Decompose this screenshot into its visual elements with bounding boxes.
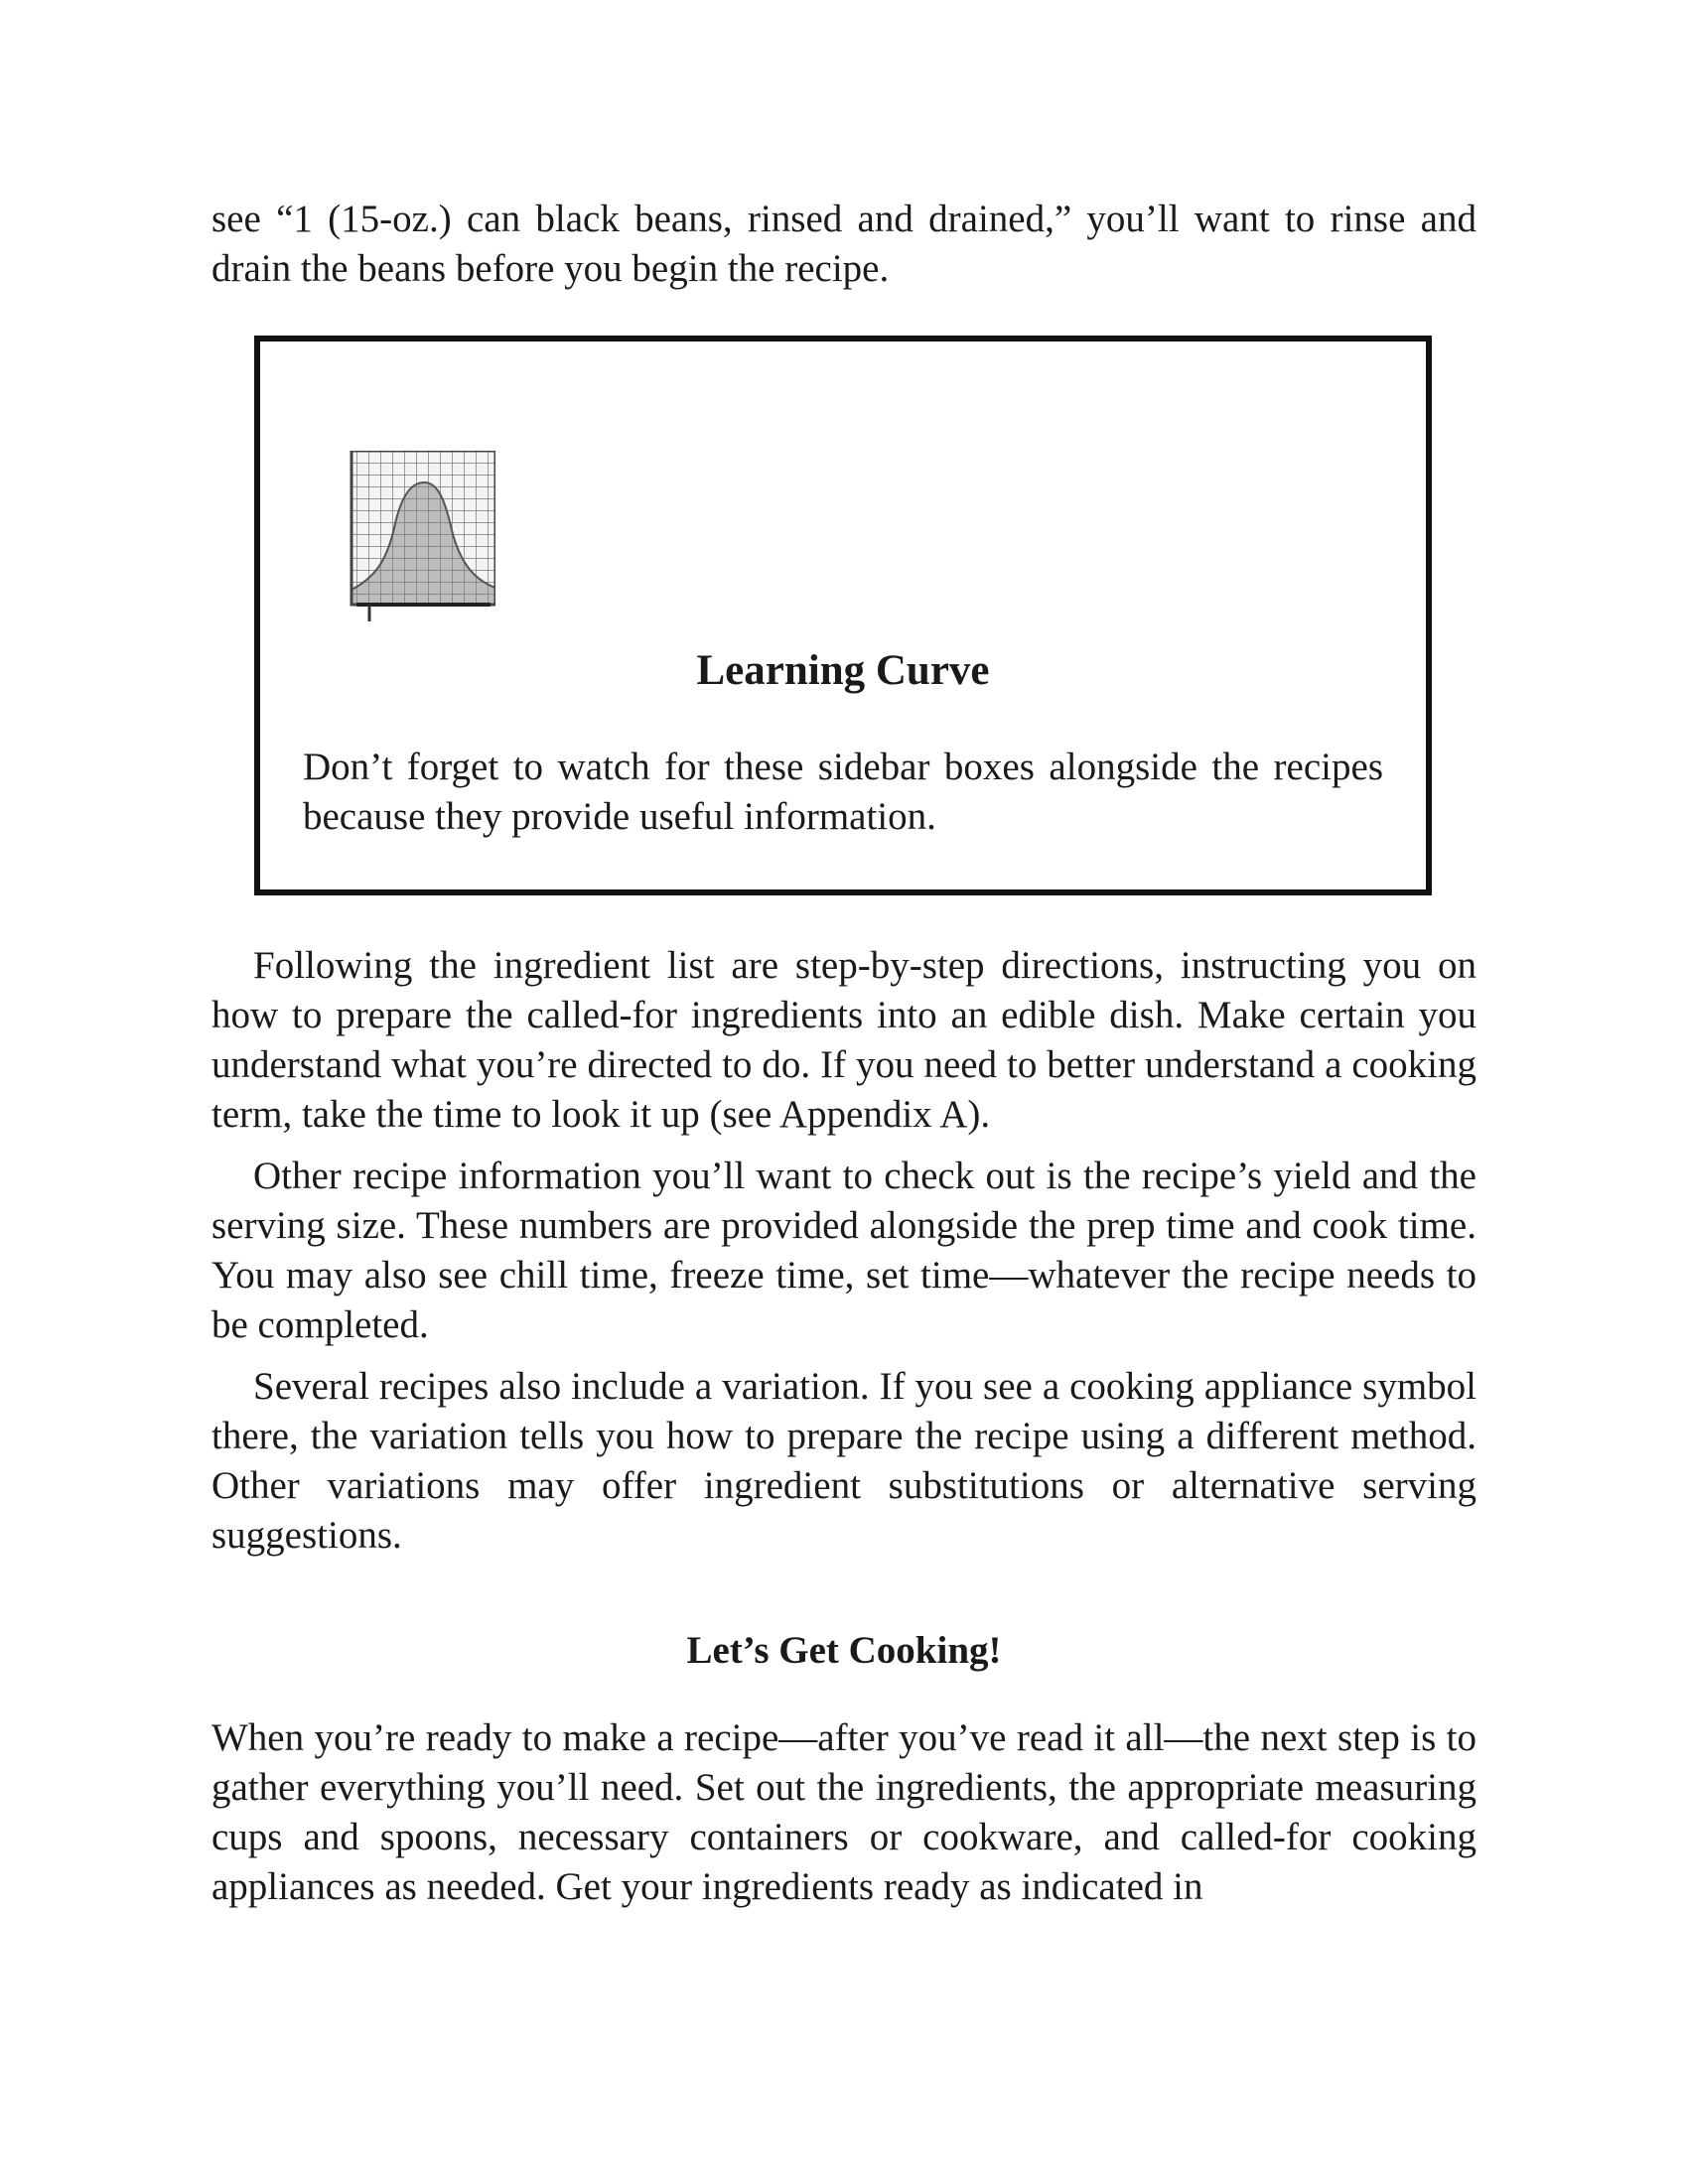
sidebar-title: Learning Curve	[696, 647, 990, 694]
sidebar-text: Don’t forget to watch for these sidebar boxes alongside the recipes because they provide useful information.	[303, 746, 1383, 838]
section-paragraph: When you’re ready to make a recipe—after you’ve read it all—the next step is to gather everything you’ll need. Set out the ingredients, the appropriate measuring cups and spoons, necessary containers or cookware, and called-for cooking appliances as needed. Get your ingredients ready as indicated in	[211, 1716, 1477, 1908]
page-content	[211, 195, 1477, 1912]
body-paragraph: Several recipes also include a variation. If you see a cooking appliance symbol there, the variation tells you how to prepare the recipe using a different method. Other variations may offer ingredient substitutions or alternative serving suggestions.	[211, 1365, 1477, 1557]
section-heading: Let’s Get Cooking!	[686, 1629, 1002, 1672]
body-text	[211, 941, 1477, 1561]
body-paragraph: Following the ingredient list are step-by-step directions, instructing you on how to prepare the called-for ingredients into an edible dish. Make certain you understand what you’re directed to do. If you need to better understand a cooking term, take the time to look it up (see Appendix A).	[211, 944, 1477, 1136]
bell-curve-graph-icon	[345, 451, 495, 627]
intro-paragraph: see “1 (15-oz.) can black beans, rinsed and drained,” you’ll want to rinse and drain the beans before you begin the recipe.	[211, 198, 1477, 290]
learning-curve-sidebar	[254, 336, 1432, 895]
body-paragraph: Other recipe information you’ll want to check out is the recipe’s yield and the serving size. These numbers are provided alongside the prep time and cook time. You may also see chill time, freeze time, set time—whatever the recipe needs to be completed.	[211, 1155, 1477, 1346]
